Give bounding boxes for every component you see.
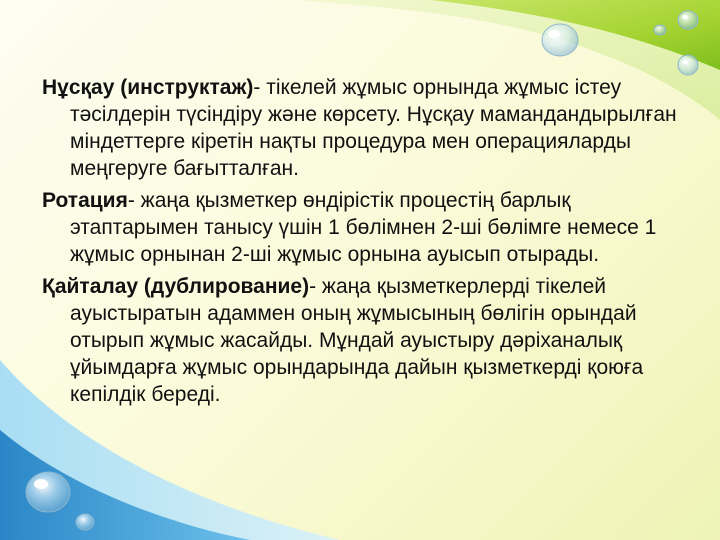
paragraph-duplication <box>42 273 692 408</box>
definition-instruction: - тікелей жұмыс орнында жұмыс істеу тәсілдерін түсіндіру және көрсету. Нұсқау мамандандырылған міндеттерге кіретін нақты процедура мен операцияларды меңгеруге бағытталған. <box>70 76 677 180</box>
term-rotation: Ротация <box>42 189 128 212</box>
paragraph-rotation <box>42 187 692 268</box>
term-instruction: Нұсқау (инструктаж) <box>42 76 254 99</box>
paragraph-instruction <box>42 74 692 182</box>
slide-body <box>42 74 692 413</box>
term-duplication: Қайталау (дублирование) <box>42 275 310 298</box>
definition-duplication: - жаңа қызметкерлерді тікелей ауыстыратын адаммен оның жұмысының бөлігін орындай отырып жұмыс жасайды. Мұндай ауыстыру дәріханалық ұйымдарға жұмыс орындарында дайын қызметкерді қоюға кепілдік береді. <box>70 275 644 406</box>
definition-rotation: - жаңа қызметкер өндірістік процестің барлық этаптарымен танысу үшін 1 бөлімнен 2-ші бөлімге немесе 1 жұмыс орнынан 2-ші жұмыс орнына ауысып отырады. <box>70 189 657 266</box>
